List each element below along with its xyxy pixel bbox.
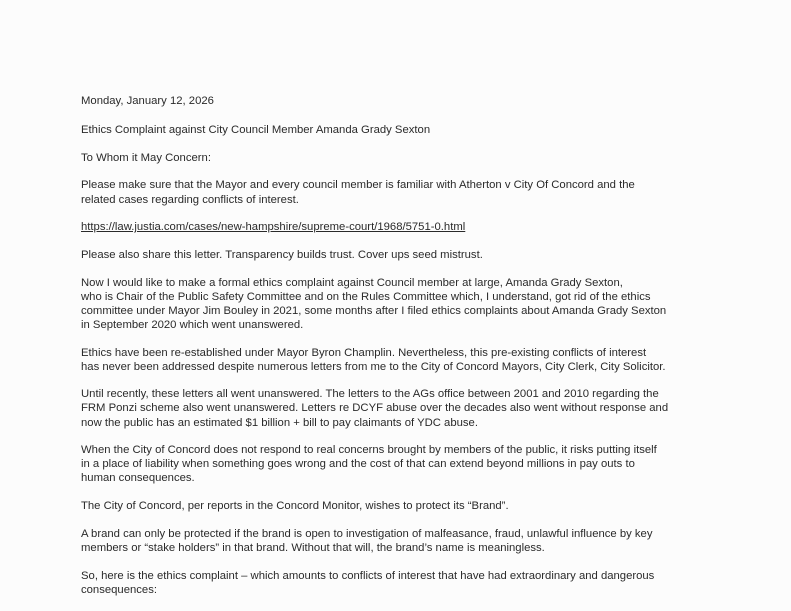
paragraph-4-line-1: Ethics have been re-established under Mayor Byron Champlin. Nevertheless, this pre-existing conflicts of interest: [81, 346, 647, 359]
case-link[interactable]: https://law.justia.com/cases/new-hampshire/supreme-court/1968/5751-0.html: [81, 221, 466, 234]
letter-subject: Ethics Complaint against City Council Member Amanda Grady Sexton: [81, 124, 431, 137]
paragraph-6-line-1: When the City of Concord does not respond to real concerns brought by members of the public, it risks putting itself: [81, 444, 657, 457]
paragraph-9: [81, 569, 711, 597]
paragraph-2: Please also share this letter. Transparency builds trust. Cover ups seed mistrust.: [81, 248, 483, 261]
paragraph-3-line-4: in September 2020 which went unanswered.: [81, 318, 304, 331]
paragraph-8: [81, 527, 711, 555]
paragraph-6: [81, 443, 711, 485]
paragraph-9-line-2: consequences:: [81, 583, 157, 596]
paragraph-3-line-2: who is Chair of the Public Safety Committee and on the Rules Committee which, I understand, got rid of the ethics: [81, 290, 651, 303]
paragraph-5-line-2: FRM Ponzi scheme also went unanswered. Letters re DCYF abuse over the decades also went without response and: [81, 402, 669, 415]
paragraph-1-line-2: related cases regarding conflicts of interest.: [81, 193, 299, 206]
paragraph-6-line-2: in a place of liability when something goes wrong and the cost of that can extend beyond millions in pay outs to: [81, 458, 635, 471]
paragraph-8-line-2: members or “stake holders” in that brand. Without that will, the brand’s name is meaningless.: [81, 541, 545, 554]
paragraph-3-line-1: Now I would like to make a formal ethics complaint against Council member at large, Amanda Grady Sexton,: [81, 276, 623, 289]
paragraph-9-line-1: So, here is the ethics complaint – which amounts to conflicts of interest that have had extraordinary and dangerous: [81, 569, 655, 582]
paragraph-5: [81, 387, 711, 429]
paragraph-1: [81, 178, 711, 206]
paragraph-5-line-1: Until recently, these letters all went unanswered. The letters to the AGs office between 2001 and 2010 regarding the: [81, 388, 659, 401]
paragraph-7: The City of Concord, per reports in the Concord Monitor, wishes to protect its “Brand”.: [81, 500, 509, 513]
paragraph-3: [81, 276, 711, 332]
letter-salutation: To Whom it May Concern:: [81, 151, 211, 164]
paragraph-4-line-2: has never been addressed despite numerous letters from me to the City of Concord Mayors, City Clerk, City Solicitor.: [81, 360, 666, 373]
case-link-paragraph: [81, 220, 711, 234]
paragraph-5-line-3: now the public has an estimated $1 billion + bill to pay claimants of YDC abuse.: [81, 416, 478, 429]
paragraph-1-line-1: Please make sure that the Mayor and every council member is familiar with Atherton v City Of Concord and the: [81, 179, 635, 192]
letter-body: [81, 94, 711, 610]
paragraph-3-line-3: committee under Mayor Jim Bouley in 2021, some months after I filed ethics complaints about Amanda Grady Sexton: [81, 304, 667, 317]
paragraph-4: [81, 346, 711, 374]
letter-date: Monday, January 12, 2026: [81, 95, 214, 107]
paragraph-6-line-3: human consequences.: [81, 472, 195, 485]
paragraph-8-line-1: A brand can only be protected if the brand is open to investigation of malfeasance, fraud, unlawful influence by key: [81, 527, 653, 540]
